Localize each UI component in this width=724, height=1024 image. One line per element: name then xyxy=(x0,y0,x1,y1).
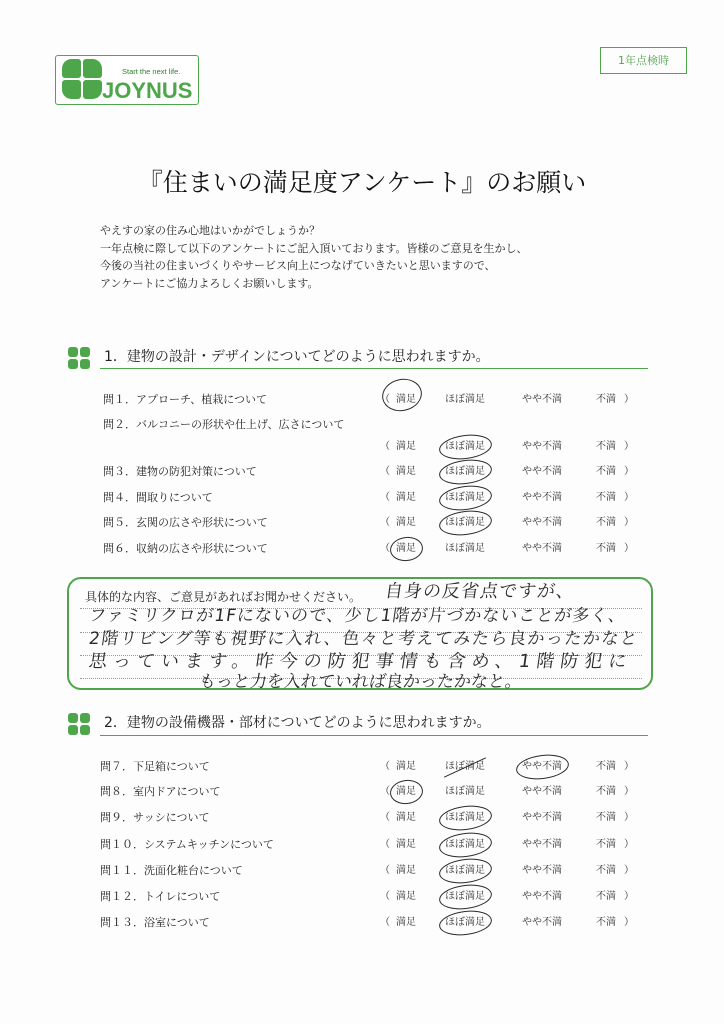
clover-leaf xyxy=(80,725,90,735)
scale-open-paren: （ xyxy=(380,394,390,405)
inspection-timing-badge: 1年点検時 xyxy=(600,47,687,74)
section-divider xyxy=(100,735,648,736)
option-dissatisfied: 不満 xyxy=(596,786,616,797)
option-dissatisfied: 不満 xyxy=(596,466,616,477)
question-row xyxy=(0,417,724,452)
question-row xyxy=(0,810,724,826)
section-title: 2．建物の設備機器・部材についてどのように思われますか。 xyxy=(104,715,491,731)
answer-scale xyxy=(380,915,636,931)
answer-scale xyxy=(380,439,636,455)
option-mostly-satisfied: ほぼ満足 xyxy=(445,786,485,797)
question-label: 問７．下足箱について xyxy=(100,760,210,773)
option-dissatisfied: 不満 xyxy=(596,761,616,772)
question-row xyxy=(0,837,724,853)
scale-close-paren: ） xyxy=(624,543,634,554)
clover-leaf xyxy=(62,80,81,99)
option-somewhat-dissatisfied: やや不満 xyxy=(522,917,562,928)
answer-scale xyxy=(380,515,636,531)
scale-open-paren: （ xyxy=(380,466,390,477)
option-somewhat-dissatisfied: やや不満 xyxy=(522,441,562,452)
handwritten-comment-line: もっと力を入れていれば良かったかなと。 xyxy=(197,672,524,692)
comment-box xyxy=(67,577,653,690)
question-row xyxy=(0,490,724,506)
scale-close-paren: ） xyxy=(624,786,634,797)
answer-scale xyxy=(380,810,636,826)
intro-line: やえすの家の住み心地はいかがでしょうか？ xyxy=(100,224,320,237)
answer-scale xyxy=(380,392,636,408)
option-satisfied: 満足 xyxy=(396,492,416,503)
option-satisfied: 満足 xyxy=(396,761,416,772)
scale-close-paren: ） xyxy=(624,466,634,477)
question-label: 問９．サッシについて xyxy=(100,811,210,824)
scale-open-paren: （ xyxy=(380,517,390,528)
comment-prompt: 具体的な内容、ご意見があればお聞かせください。 xyxy=(85,590,362,604)
logo-tagline: Start the next life. xyxy=(122,67,181,76)
question-label: 問１．アプローチ、植栽について xyxy=(103,393,268,406)
scale-open-paren: （ xyxy=(380,441,390,452)
answer-scale xyxy=(380,490,636,506)
scale-open-paren: （ xyxy=(380,492,390,503)
scale-close-paren: ） xyxy=(624,441,634,452)
option-mostly-satisfied: ほぼ満足 xyxy=(445,915,485,931)
option-dissatisfied: 不満 xyxy=(596,543,616,554)
question-label: 問５．玄関の広さや形状について xyxy=(103,516,268,529)
clover-leaf xyxy=(68,347,78,357)
option-mostly-satisfied: ほぼ満足 xyxy=(445,490,485,506)
option-mostly-satisfied: ほぼ満足 xyxy=(445,394,485,405)
section-2-heading xyxy=(0,711,724,735)
scale-open-paren: （ xyxy=(380,786,390,797)
scale-open-paren: （ xyxy=(380,839,390,850)
question-label: 問１３．浴室について xyxy=(100,916,210,929)
scale-open-paren: （ xyxy=(380,761,390,772)
answer-scale xyxy=(380,889,636,905)
section-divider xyxy=(100,368,648,369)
intro-line: 一年点検に際して以下のアンケートにご記入頂いております。皆様のご意見を生かし、 xyxy=(100,241,528,255)
handwritten-comment-line: 思っています。昨今の防犯事情も含め、1階防犯に xyxy=(87,651,634,672)
clover-icon xyxy=(68,347,90,369)
question-label: 問２．バルコニーの形状や仕上げ、広さについて xyxy=(103,418,345,431)
option-dissatisfied: 不満 xyxy=(596,441,616,452)
logo-wordmark: JOYNUS xyxy=(102,78,193,103)
question-row xyxy=(0,915,724,931)
handwritten-comment-line: 2階リビング等も視野に入れ、色々と考えてみたら良かったかなと xyxy=(87,629,640,649)
option-mostly-satisfied: ほぼ満足 xyxy=(445,515,485,531)
option-satisfied: 満足 xyxy=(396,784,416,800)
option-dissatisfied: 不満 xyxy=(596,891,616,902)
option-somewhat-dissatisfied: やや不満 xyxy=(522,492,562,503)
clover-leaf xyxy=(83,59,102,78)
option-satisfied: 満足 xyxy=(396,517,416,528)
option-somewhat-dissatisfied: やや不満 xyxy=(522,839,562,850)
answer-scale xyxy=(380,863,636,879)
option-somewhat-dissatisfied: やや不満 xyxy=(522,543,562,554)
option-satisfied: 満足 xyxy=(396,466,416,477)
option-somewhat-dissatisfied: やや不満 xyxy=(522,394,562,405)
clover-icon xyxy=(62,59,102,99)
option-somewhat-dissatisfied: やや不満 xyxy=(522,466,562,477)
joynus-logo xyxy=(55,55,199,105)
option-satisfied: 満足 xyxy=(396,392,416,408)
question-row xyxy=(0,541,724,557)
option-dissatisfied: 不満 xyxy=(596,517,616,528)
question-label: 問１２．トイレについて xyxy=(100,890,221,903)
scale-close-paren: ） xyxy=(624,891,634,902)
clover-leaf xyxy=(80,347,90,357)
answer-scale xyxy=(380,759,636,775)
option-satisfied: 満足 xyxy=(396,917,416,928)
section-title: 1．建物の設計・デザインについてどのように思われますか。 xyxy=(104,349,490,365)
question-label: 問１０．システムキッチンについて xyxy=(100,838,274,851)
clover-leaf xyxy=(68,359,78,369)
intro-text xyxy=(100,222,527,293)
clover-leaf xyxy=(68,725,78,735)
option-somewhat-dissatisfied: やや不満 xyxy=(522,865,562,876)
question-label: 問３．建物の防犯対策について xyxy=(103,465,257,478)
option-dissatisfied: 不満 xyxy=(596,839,616,850)
question-row xyxy=(0,515,724,531)
option-satisfied: 満足 xyxy=(396,839,416,850)
scale-close-paren: ） xyxy=(624,865,634,876)
option-satisfied: 満足 xyxy=(396,441,416,452)
option-satisfied: 満足 xyxy=(396,891,416,902)
option-dissatisfied: 不満 xyxy=(596,812,616,823)
option-mostly-satisfied: ほぼ満足 xyxy=(445,837,485,853)
scale-close-paren: ） xyxy=(624,761,634,772)
answer-scale xyxy=(380,837,636,853)
clover-leaf xyxy=(80,713,90,723)
question-row xyxy=(0,759,724,775)
handwritten-comment-line: 自身の反省点ですが、 xyxy=(383,581,577,602)
option-somewhat-dissatisfied: やや不満 xyxy=(522,891,562,902)
scale-open-paren: （ xyxy=(380,891,390,902)
question-row xyxy=(0,863,724,879)
option-somewhat-dissatisfied: やや不満 xyxy=(522,786,562,797)
option-somewhat-dissatisfied: やや不満 xyxy=(522,759,562,775)
option-somewhat-dissatisfied: やや不満 xyxy=(522,812,562,823)
scale-open-paren: （ xyxy=(380,865,390,876)
option-somewhat-dissatisfied: やや不満 xyxy=(522,517,562,528)
option-mostly-satisfied: ほぼ満足 xyxy=(445,464,485,480)
question-label: 問１１．洗面化粧台について xyxy=(100,864,243,877)
option-mostly-satisfied: ほぼ満足 xyxy=(445,543,485,554)
clover-leaf xyxy=(62,59,81,78)
scale-close-paren: ） xyxy=(624,492,634,503)
clover-leaf xyxy=(80,359,90,369)
clover-leaf xyxy=(83,80,102,99)
scale-close-paren: ） xyxy=(624,517,634,528)
scale-open-paren: （ xyxy=(380,812,390,823)
option-satisfied: 満足 xyxy=(396,812,416,823)
question-label: 問８．室内ドアについて xyxy=(100,785,221,798)
intro-line: アンケートにご協力よろしくお願いします。 xyxy=(100,277,319,291)
clover-leaf xyxy=(68,713,78,723)
answer-scale xyxy=(380,464,636,480)
option-dissatisfied: 不満 xyxy=(596,492,616,503)
option-satisfied: 満足 xyxy=(396,865,416,876)
option-satisfied: 満足 xyxy=(396,541,416,557)
question-row xyxy=(0,784,724,800)
question-row xyxy=(0,464,724,480)
question-label: 問４．間取りについて xyxy=(103,491,213,504)
option-mostly-satisfied: ほぼ満足 xyxy=(445,810,485,826)
question-label: 問６．収納の広さや形状について xyxy=(103,542,268,555)
page-title: 『住まいの満足度アンケート』のお願い xyxy=(137,168,587,197)
question-row xyxy=(0,889,724,905)
scale-close-paren: ） xyxy=(624,394,634,405)
answer-scale xyxy=(380,784,636,800)
scale-open-paren: （ xyxy=(380,917,390,928)
option-mostly-satisfied: ほぼ満足 xyxy=(445,863,485,879)
option-dissatisfied: 不満 xyxy=(596,394,616,405)
scale-close-paren: ） xyxy=(624,812,634,823)
scale-close-paren: ） xyxy=(624,917,634,928)
option-mostly-satisfied: ほぼ満足 xyxy=(445,439,485,455)
answer-scale xyxy=(380,541,636,557)
scale-close-paren: ） xyxy=(624,839,634,850)
intro-line: 今後の当社の住まいづくりやサービス向上につなげていきたいと思いますので、 xyxy=(100,259,496,273)
scale-open-paren: （ xyxy=(380,543,390,554)
handwritten-comment-line: ファミリクロが1Fにないので、少し1階が片づかないことが多く、 xyxy=(87,606,628,626)
option-mostly-satisfied: ほぼ満足 xyxy=(445,759,485,775)
clover-icon xyxy=(68,713,90,735)
question-row xyxy=(0,392,724,408)
option-dissatisfied: 不満 xyxy=(596,865,616,876)
option-mostly-satisfied: ほぼ満足 xyxy=(445,889,485,905)
section-1-heading xyxy=(0,345,724,369)
option-dissatisfied: 不満 xyxy=(596,917,616,928)
